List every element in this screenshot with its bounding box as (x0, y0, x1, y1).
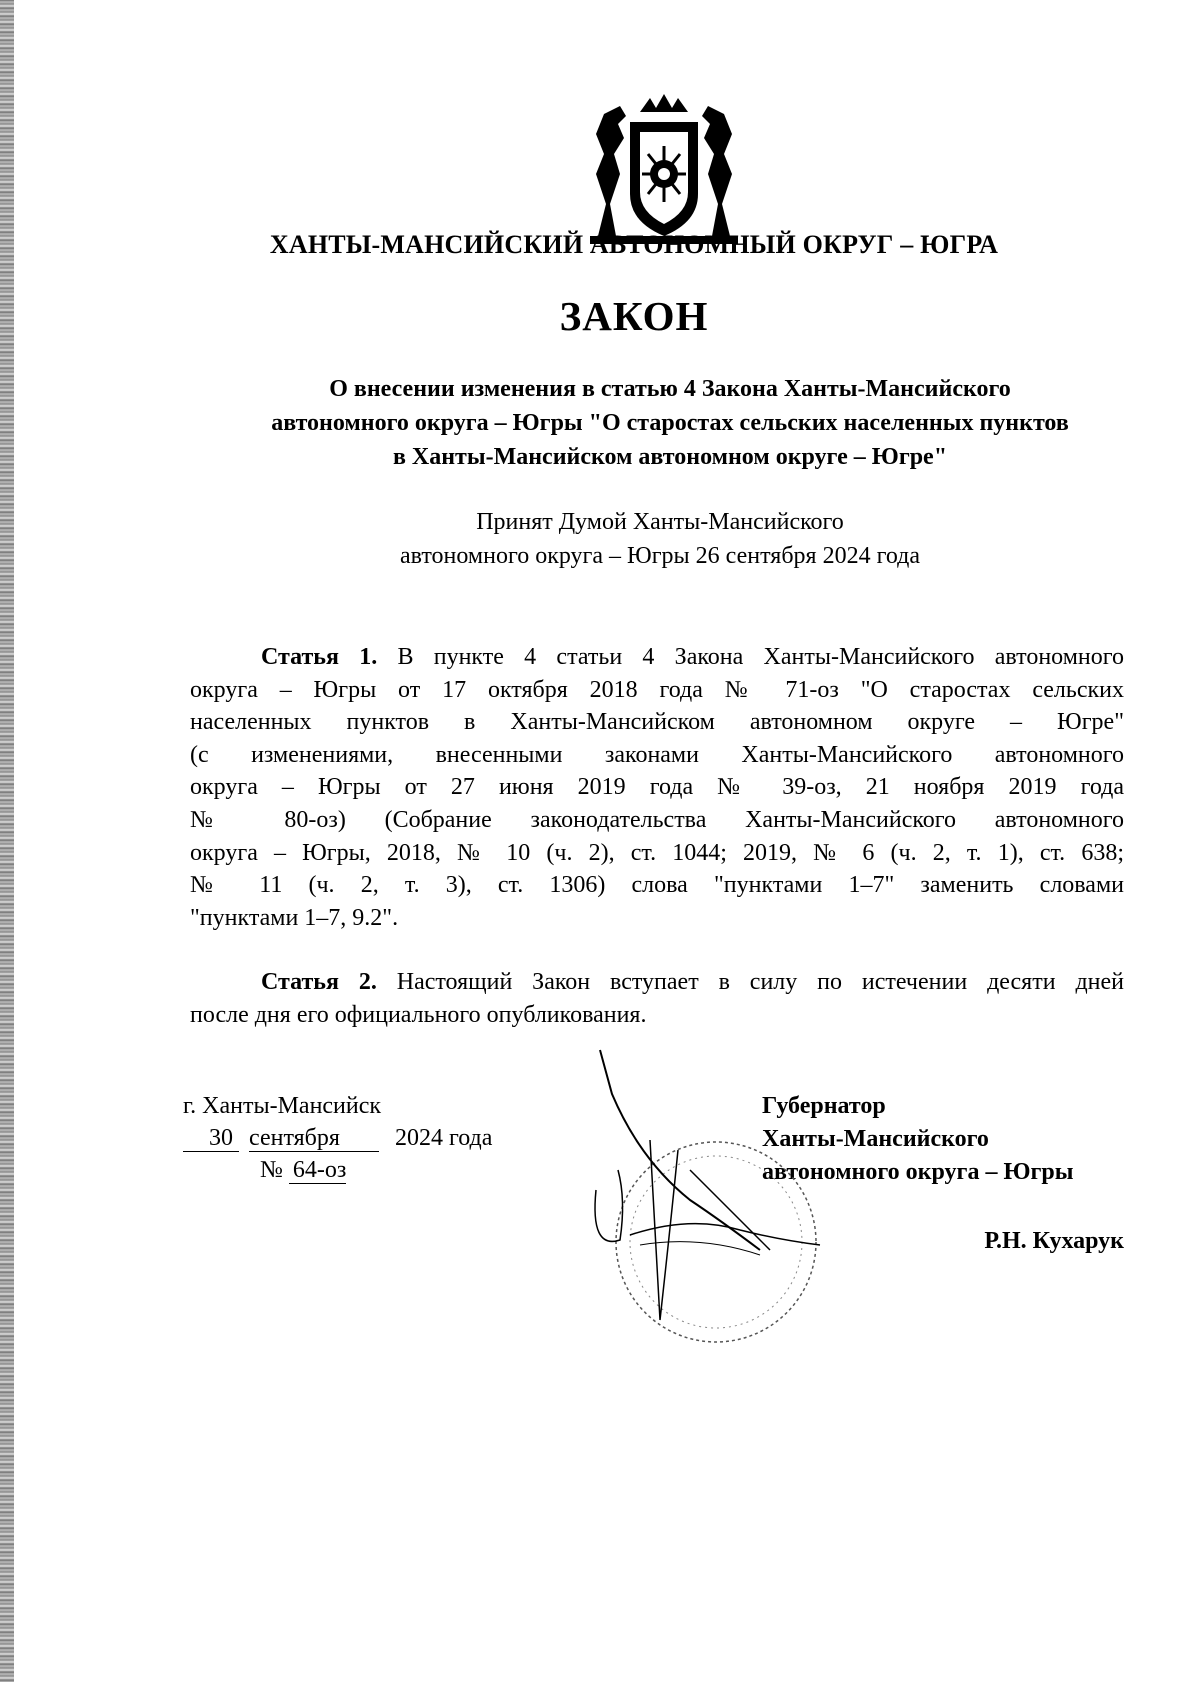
adoption-line: Принят Думой Ханты-Мансийского (476, 509, 844, 535)
law-number: № 64-оз (260, 1157, 347, 1183)
article-line: округа – Югры от 27 июня 2019 года № 39-оз, 21 ноября 2019 года (190, 774, 1124, 801)
law-number-value: 64-оз (289, 1157, 346, 1184)
law-title-line: О внесении изменения в статью 4 Закона Ханты-Мансийского (329, 376, 1011, 402)
signatory-position: Губернатор Ханты-Мансийского автономного округа – Югры (762, 1093, 1074, 1185)
adoption-note (260, 505, 1060, 573)
article-line: № 80-оз) (Собрание законодательства Ханты-Мансийского автономного (190, 806, 1124, 833)
coat-of-arms-emblem (590, 94, 738, 244)
document-type: ЗАКОН (559, 293, 709, 339)
official-seal-and-signature (560, 1040, 860, 1360)
region-name: ХАНТЫ-МАНСИЙСКИЙ АВТОНОМНЫЙ ОКРУГ – ЮГРА (269, 230, 999, 259)
adoption-line: автономного округа – Югры 26 сентября 2024 года (399, 543, 921, 569)
article-line: после дня его официального опубликования. (190, 1001, 647, 1028)
article-heading: Статья 2. (261, 969, 377, 995)
signing-day: 30 (183, 1125, 239, 1152)
article-line: Статья 2. Настоящий Закон вступает в силу по истечении десяти дней (261, 969, 1124, 995)
article-1 (190, 641, 1124, 934)
article-line: округа – Югры от 17 октября 2018 года № 71-оз "О старостах сельских (190, 676, 1124, 703)
article-line: № 11 (ч. 2, т. 3), ст. 1306) слова "пунктами 1–7" заменить словами (190, 872, 1124, 899)
place-and-date (183, 1090, 492, 1186)
city: г. Ханты-Мансийск (183, 1093, 382, 1119)
article-line: "пунктами 1–7, 9.2". (190, 904, 399, 931)
law-title (190, 372, 1150, 474)
signatory-name: Р.Н. Кухарук (984, 1228, 1124, 1254)
signing-date (183, 1122, 492, 1154)
signing-year: 2024 года (395, 1125, 493, 1151)
article-line: Статья 1. В пункте 4 статьи 4 Закона Ханты-Мансийского автономного (261, 644, 1124, 670)
article-line: округа – Югры, 2018, № 10 (ч. 2), ст. 1044; 2019, № 6 (ч. 2, т. 1), ст. 638; (190, 839, 1124, 866)
signing-month: сентября (249, 1125, 379, 1152)
article-2 (190, 966, 1124, 1031)
article-heading: Статья 1. (261, 644, 378, 670)
scan-edge (0, 0, 14, 1682)
article-line: населенных пунктов в Ханты-Мансийском автономном округе – Югре" (190, 709, 1124, 736)
article-line: (с изменениями, внесенными законами Ханты-Мансийского автономного (190, 741, 1124, 768)
law-title-line: автономного округа – Югры "О старостах сельских населенных пунктов (271, 410, 1069, 436)
law-title-line: в Ханты-Мансийском автономном округе – Югре" (392, 444, 948, 470)
